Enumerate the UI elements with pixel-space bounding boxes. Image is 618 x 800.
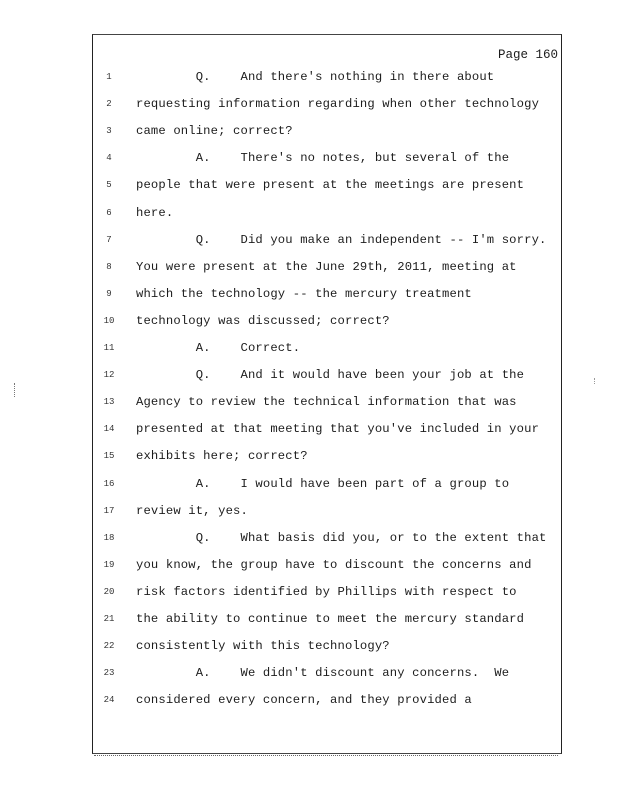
transcript-line: considered every concern, and they provided a <box>136 693 472 708</box>
footer-rule <box>94 755 558 756</box>
line-number: 15 <box>103 451 115 462</box>
line-number: 2 <box>106 99 112 110</box>
line-number: 24 <box>103 695 115 706</box>
transcript-line: Q. Did you make an independent -- I'm sorry. <box>136 232 547 247</box>
transcript-line: exhibits here; correct? <box>136 449 308 464</box>
margin-mark-right <box>594 378 597 384</box>
line-number: 19 <box>103 559 115 570</box>
transcript-line: here. <box>136 205 174 220</box>
line-number: 3 <box>106 126 112 137</box>
line-number: 17 <box>103 505 115 516</box>
transcript-line: you know, the group have to discount the concerns and <box>136 557 532 572</box>
transcript-line: A. There's no notes, but several of the <box>136 151 510 166</box>
transcript-line: technology was discussed; correct? <box>136 313 390 328</box>
transcript-line: risk factors identified by Phillips with respect to <box>136 584 517 599</box>
line-number: 10 <box>103 315 115 326</box>
transcript-line: Agency to review the technical information that was <box>136 395 517 410</box>
line-number: 20 <box>103 586 115 597</box>
line-number: 11 <box>103 343 115 353</box>
transcript-line: Q. And it would have been your job at the <box>136 368 525 383</box>
line-number: 1 <box>106 72 112 82</box>
transcript-line: consistently with this technology? <box>136 639 390 654</box>
line-number: 18 <box>103 532 115 543</box>
transcript-line: came online; correct? <box>136 124 293 139</box>
transcript-line: Q. What basis did you, or to the extent that <box>136 530 547 545</box>
transcript-line: people that were present at the meetings are present <box>136 178 525 193</box>
line-number: 12 <box>103 370 115 381</box>
line-number: 13 <box>103 397 115 408</box>
line-number: 5 <box>106 180 112 191</box>
transcript-line: You were present at the June 29th, 2011, meeting at <box>136 259 517 274</box>
line-number: 16 <box>103 478 115 489</box>
line-number: 23 <box>103 668 115 679</box>
line-number: 8 <box>106 261 112 272</box>
transcript-line: presented at that meeting that you've included in your <box>136 422 540 437</box>
margin-mark-left <box>14 383 17 397</box>
transcript-line: A. I would have been part of a group to <box>136 476 510 491</box>
line-number: 7 <box>106 234 112 245</box>
line-number: 6 <box>106 207 112 218</box>
transcript-line: which the technology -- the mercury treatment <box>136 286 472 301</box>
line-number: 4 <box>106 153 112 164</box>
transcript-line: Q. And there's nothing in there about <box>136 70 495 84</box>
page-number: Page 160 <box>497 48 558 62</box>
transcript-line: A. Correct. <box>136 341 301 355</box>
transcript-line: the ability to continue to meet the mercury standard <box>136 612 525 626</box>
line-number: 14 <box>103 424 115 435</box>
line-number: 9 <box>106 288 112 299</box>
transcript-line: review it, yes. <box>136 503 248 518</box>
line-number: 21 <box>103 614 115 624</box>
line-number: 22 <box>103 641 115 652</box>
transcript-line: requesting information regarding when other technology <box>136 97 540 112</box>
transcript-line: A. We didn't discount any concerns. We <box>136 666 510 681</box>
